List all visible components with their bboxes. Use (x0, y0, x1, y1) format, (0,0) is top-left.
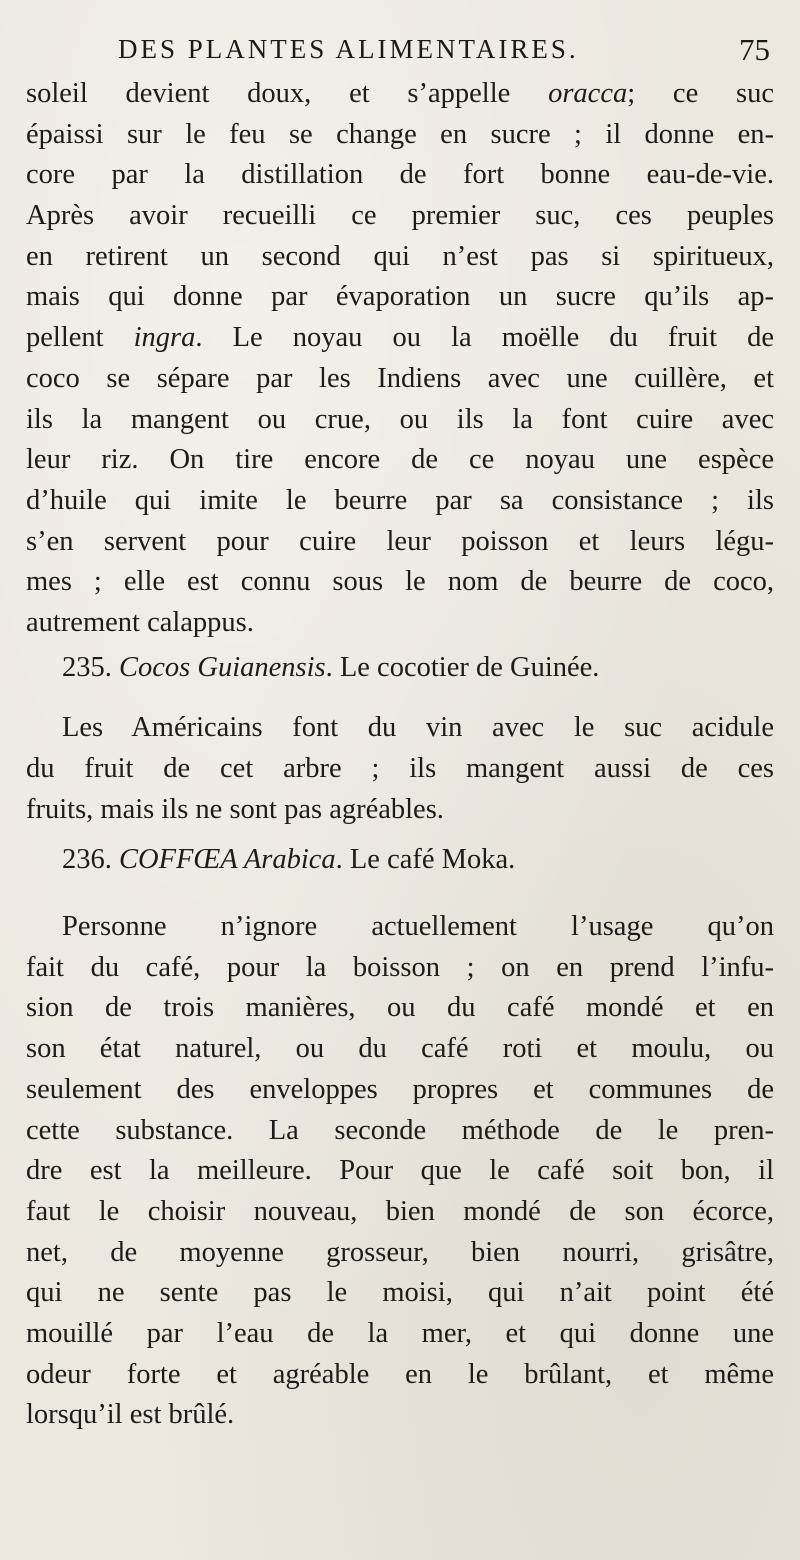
text-segment: . Le noyau ou la moëlle du fruit de (195, 322, 774, 354)
page-body (26, 74, 774, 1436)
page-header (118, 28, 770, 74)
latin-name: COFFŒA Arabica (119, 844, 336, 876)
text-line: Les Américains font du vin avec le suc acidule (62, 712, 774, 744)
text-line: odeur forte et agréable en le brûlant, et même (26, 1358, 774, 1390)
entry-236-heading (26, 840, 774, 881)
text-line (26, 359, 774, 400)
text-line: son état naturel, ou du café roti et moulu, ou (26, 1033, 774, 1065)
page-number: 75 (739, 32, 770, 67)
text-line: net, de moyenne grosseur, bien nourri, grisâtre, (26, 1236, 774, 1268)
text-line (26, 603, 774, 644)
text-segment: s’en servent pour cuire leur poisson et leurs légu- (26, 525, 774, 557)
italic-term: ingra (133, 322, 196, 354)
text-segment: ; ce suc (627, 78, 774, 109)
text-segment: épaissi sur le feu se change en sucre ; il donne en- (26, 118, 774, 150)
text-line: sion de trois manières, ou du café mondé et en (26, 992, 774, 1024)
text-line (26, 400, 774, 441)
entry-235-heading (26, 648, 774, 689)
running-title: DES PLANTES ALIMENTAIRES. (118, 34, 579, 64)
text-line (26, 318, 774, 359)
text-line (26, 237, 774, 278)
text-line (26, 562, 774, 603)
text-line: faut le choisir nouveau, bien mondé de son écorce, (26, 1195, 774, 1227)
paragraph-cocotier-guinee (26, 708, 774, 830)
text-line (26, 522, 774, 563)
text-line: seulement des enveloppes propres et communes de (26, 1073, 774, 1105)
entry-number: 236. (62, 844, 119, 876)
text-segment: ils la mangent ou crue, ou ils la font cuire avec (26, 403, 774, 435)
text-segment: leur riz. On tire encore de ce noyau une espèce (26, 444, 774, 476)
text-segment: autrement calappus. (26, 606, 254, 638)
text-segment: d’huile qui imite le beurre par sa consistance ; ils (26, 484, 774, 516)
common-name: . Le cocotier de Guinée. (325, 651, 600, 683)
text-line (26, 277, 774, 318)
text-line (26, 115, 774, 156)
paragraph-coco-continued (26, 74, 774, 644)
text-line: fruits, mais ils ne sont pas agréables. (26, 793, 444, 825)
text-segment: mais qui donne par évaporation un sucre qu’ils ap- (26, 281, 774, 313)
paragraph-cafe-moka (26, 907, 774, 1436)
text-segment: soleil devient doux, et s’appelle (26, 78, 549, 109)
text-segment: coco se sépare par les Indiens avec une cuillère, et (26, 362, 774, 394)
text-line: lorsqu’il est brûlé. (26, 1399, 235, 1431)
text-line: mouillé par l’eau de la mer, et qui donne une (26, 1317, 774, 1349)
text-line (26, 196, 774, 237)
text-line (26, 155, 774, 196)
text-segment: pellent (26, 322, 134, 354)
text-line: qui ne sente pas le moisi, qui n’ait point été (26, 1277, 774, 1309)
italic-term: oracca (548, 78, 628, 109)
text-line: Personne n’ignore actuellement l’usage qu’on (62, 911, 774, 943)
text-line (26, 481, 774, 522)
latin-name: Cocos Guianensis (119, 651, 326, 683)
common-name: . Le café Moka. (335, 844, 516, 876)
text-segment: core par la distillation de fort bonne eau-de-vie. (26, 159, 774, 191)
text-line: cette substance. La seconde méthode de le pren- (26, 1114, 774, 1146)
text-segment: mes ; elle est connu sous le nom de beurre de coco, (26, 566, 774, 598)
text-line: fait du café, pour la boisson ; on en prend l’infu- (26, 951, 774, 983)
text-line: du fruit de cet arbre ; ils mangent aussi de ces (26, 753, 774, 784)
text-line: dre est la meilleure. Pour que le café soit bon, il (26, 1155, 774, 1187)
text-segment: Après avoir recueilli ce premier suc, ces peuples (26, 200, 774, 232)
text-line (26, 440, 774, 481)
text-line (26, 74, 774, 115)
entry-number: 235. (62, 651, 119, 683)
text-segment: en retirent un second qui n’est pas si spiritueux, (26, 240, 774, 272)
